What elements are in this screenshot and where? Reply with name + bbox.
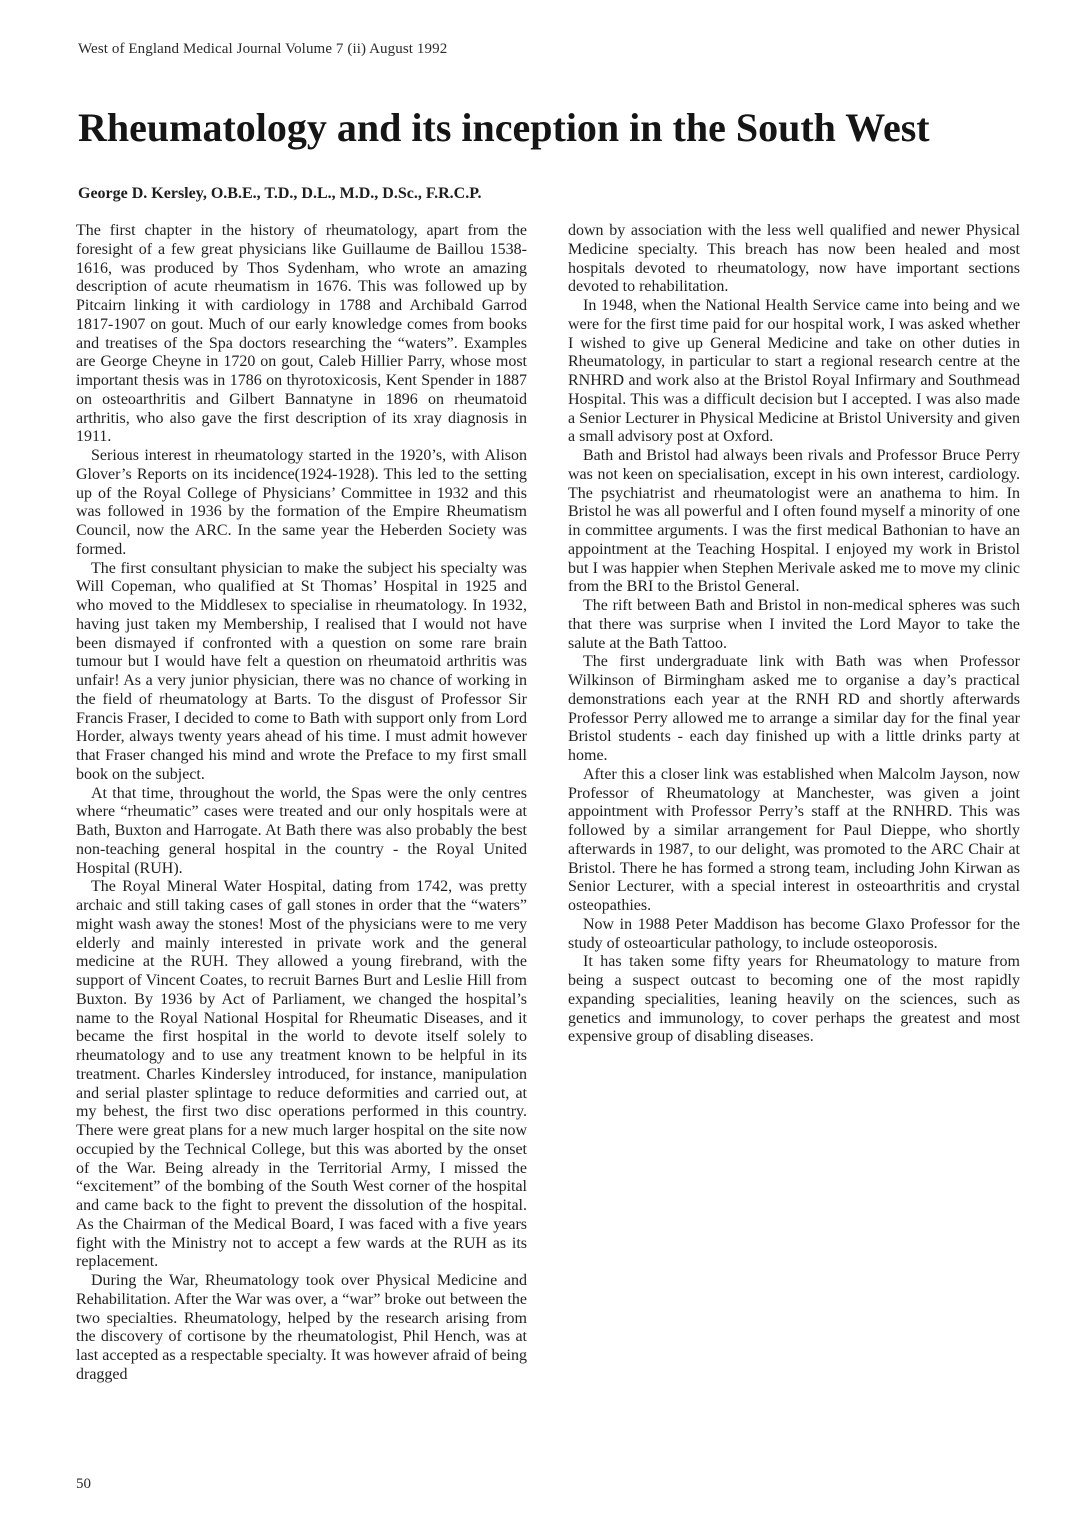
paragraph: The first chapter in the history of rheumatology, apart from the foresight of a few great physicians like Guillaume de Baillou 1538-1616, was produced by Thos Sydenham, who wrote an amazing description of acute rheumatism in 1676. This was followed up by Pitcairn linking it with cardiology in 1788 and Archibald Garrod 1817-1907 on gout. Much of our early knowledge comes from books and treatises of the Spa doctors researching the “waters”. Examples are George Cheyne in 1720 on gout, Caleb Hillier Parry, whose most important thesis was in 1786 on thyrotoxicosis, Kent Spender in 1887 on osteoarthritis and Gilbert Bannatyne in 1896 on rheumatoid arthritis, who also gave the first description of its xray diagnosis in 1911.	[76, 222, 527, 446]
page-number: 50	[76, 1476, 91, 1492]
paragraph: The Royal Mineral Water Hospital, dating from 1742, was pretty archaic and still taking cases of gall stones in order that the “waters” might wash away the stones! Most of the physicians were to me very elderly and mainly interested in private work and the general medicine at the RUH. They allowed a young firebrand, with the support of Vincent Coates, to recruit Barnes Burt and Leslie Hill from Buxton. By 1936 by Act of Parliament, we changed the hospital’s name to the Royal National Hospital for Rheumatic Diseases, and it became the first hospital in the world to devote itself solely to rheumatology and to use any treatment known to be helpful in its treatment. Charles Kindersley introduced, for instance, manipulation and serial plaster splintage to reduce deformities and carried out, at my behest, the first two disc operations performed in this country. There were great plans for a new much larger hospital on the site now occupied by the Technical College, but this was aborted by the onset of the War. Being already in the Territorial Army, I missed the “excitement” of the bombing of the South West corner of the hospital and came back to the fight to prevent the dissolution of the hospital. As the Chairman of the Medical Board, I was faced with a five years fight with the Ministry not to accept a few wards at the RUH as its replacement.	[76, 878, 527, 1271]
running-head: West of England Medical Journal Volume 7 (ii) August 1992	[78, 41, 448, 57]
paragraph: down by association with the less well qualified and newer Physical Medicine specialty. This breach has now been healed and most hospitals devoted to rheumatology, now have important sections devoted to rehabilitation.	[568, 222, 1020, 296]
paragraph: It has taken some fifty years for Rheumatology to mature from being a suspect outcast to becoming one of the most rapidly expanding specialities, leaning heavily on the sciences, such as genetics and immunology, to cover perhaps the greatest and most expensive group of disabling diseases.	[568, 953, 1020, 1046]
paragraph: At that time, throughout the world, the Spas were the only centres where “rheumatic” cases were treated and our only hospitals were at Bath, Buxton and Harrogate. At Bath there was also probably the best non-teaching general hospital in the country - the Royal United Hospital (RUH).	[76, 784, 527, 877]
right-text-column	[568, 222, 1020, 1047]
paragraph: Now in 1988 Peter Maddison has become Glaxo Professor for the study of osteoarticular pathology, to include osteoporosis.	[568, 915, 1020, 952]
paragraph: Serious interest in rheumatology started in the 1920’s, with Alison Glover’s Reports on its incidence(1924-1928). This led to the setting up of the Royal College of Physicians’ Committee in 1932 and this was followed in 1936 by the formation of the Empire Rheumatism Council, now the ARC. In the same year the Heberden Society was formed.	[76, 447, 527, 558]
article-title: Rheumatology and its inception in the South West	[78, 105, 930, 150]
left-text-column	[76, 222, 527, 1385]
paragraph: Bath and Bristol had always been rivals and Professor Bruce Perry was not keen on specialisation, except in his own interest, cardiology. The psychiatrist and rheumatologist were an anathema to him. In Bristol he was all powerful and I often found myself a minority of one in committee arguments. I was the first medical Bathonian to have an appointment at the Teaching Hospital. I enjoyed my work in Bristol but I was happier when Stephen Merivale asked me to move my clinic from the BRI to the Bristol General.	[568, 447, 1020, 596]
paragraph: In 1948, when the National Health Service came into being and we were for the first time paid for our hospital work, I was asked whether I wished to give up General Medicine and take on other duties in Rheumatology, in particular to start a regional research centre at the RNHRD and work also at the Bristol Royal Infirmary and Southmead Hospital. This was a difficult decision but I accepted. I was also made a Senior Lecturer in Physical Medicine at Bristol University and given a small advisory post at Oxford.	[568, 297, 1020, 446]
paragraph: The rift between Bath and Bristol in non-medical spheres was such that there was surprise when I invited the Lord Mayor to take the salute at the Bath Tattoo.	[568, 597, 1020, 652]
paragraph: During the War, Rheumatology took over Physical Medicine and Rehabilitation. After the War was over, a “war” broke out between the two specialties. Rheumatology, helped by the research arising from the discovery of cortisone by the rheumatologist, Phil Hench, was at last accepted as a respectable specialty. It was however afraid of being dragged	[76, 1272, 527, 1383]
paragraph: After this a closer link was established when Malcolm Jayson, now Professor of Rheumatology at Manchester, was given a joint appointment with Professor Perry’s staff at the RNHRD. This was followed by a similar arrangement for Paul Dieppe, who shortly afterwards in 1987, to our delight, was promoted to the ARC Chair at Bristol. There he has formed a strong team, including John Kirwan as Senior Lecturer, with a special interest in osteoarthritis and crystal osteopathies.	[568, 765, 1020, 914]
paragraph: The first consultant physician to make the subject his specialty was Will Copeman, who qualified at St Thomas’ Hospital in 1925 and who moved to the Middlesex to specialise in rheumatology. In 1932, having just taken my Membership, I realised that I would not have been dismayed if confronted with a question on some rare brain tumour but I would have felt a question on rheumatoid arthritis was unfair! As a very junior physician, there was no chance of working in the field of rheumatology at Barts. To the disgust of Professor Sir Francis Fraser, I decided to come to Bath with support only from Lord Horder, always twenty years ahead of his time. I must admit however that Fraser changed his mind and wrote the Preface to my first small book on the subject.	[76, 559, 527, 783]
author-byline: George D. Kersley, O.B.E., T.D., D.L., M.D., D.Sc., F.R.C.P.	[78, 185, 482, 202]
paragraph: The first undergraduate link with Bath was when Professor Wilkinson of Birmingham asked me to organise a day’s practical demonstrations each year at the RNH RD and shortly afterwards Professor Perry allowed me to arrange a similar day for the final year Bristol students - each day finished up with a little drinks party at home.	[568, 653, 1020, 764]
